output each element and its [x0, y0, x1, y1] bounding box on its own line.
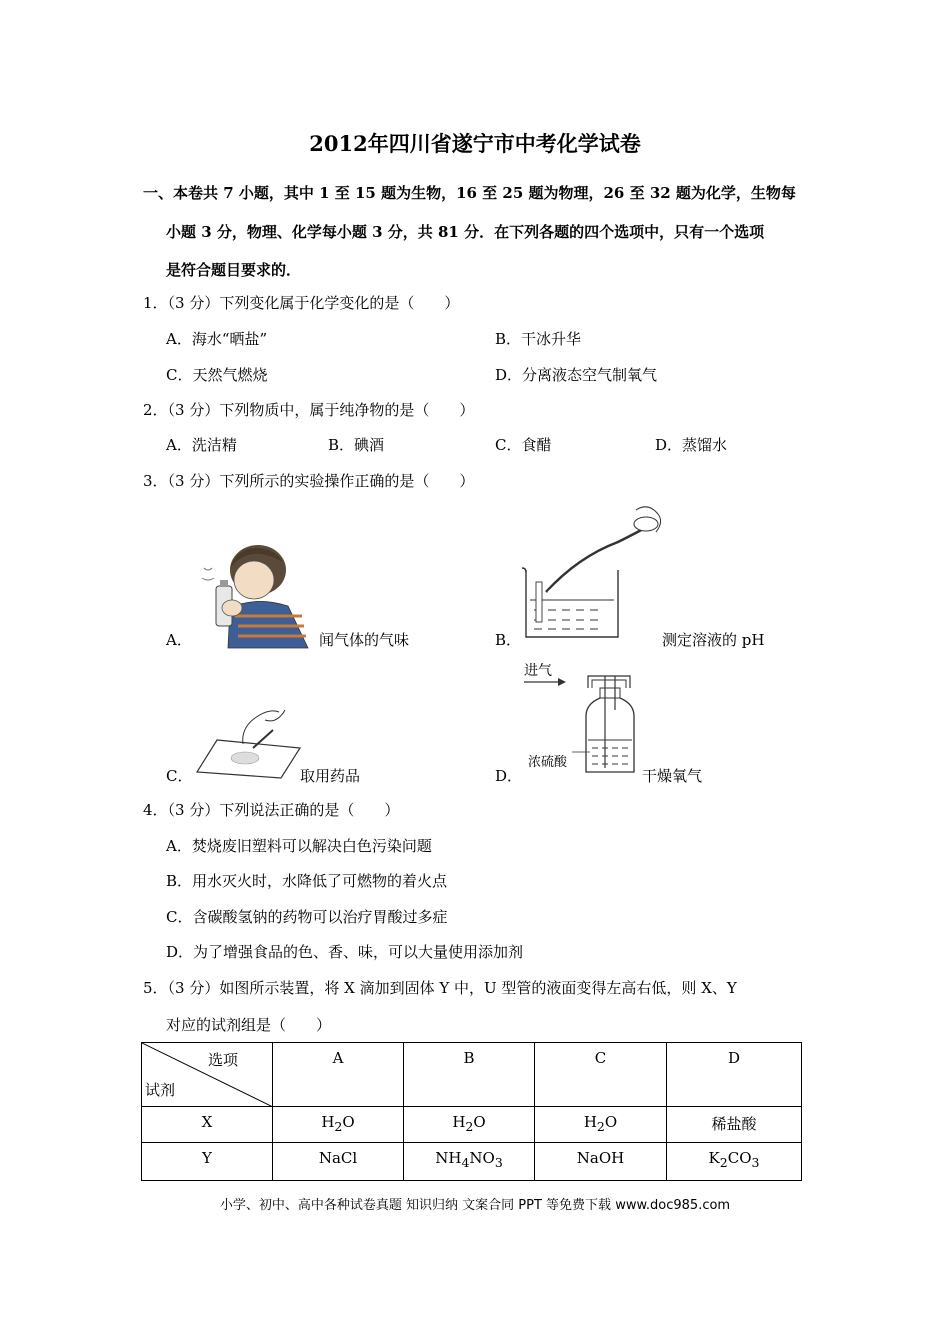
table-cell-x-b: $H_2O$ — [404, 1107, 535, 1143]
dry-oxygen-figure — [520, 670, 645, 780]
question-3-option-a-letter: A． — [166, 631, 192, 649]
table-cell-x-a: $H_2O$ — [273, 1107, 404, 1143]
question-4-option-b: B．用水灭火时，水降低了可燃物的着火点 — [166, 872, 448, 890]
question-1-option-a: A．海水“晒盐” — [166, 330, 268, 348]
section-instruction-line2: 小题 3 分，物理、化学每小题 3 分，共 81 分．在下列各题的四个选项中，只有一个选项 — [166, 223, 765, 241]
question-4-option-d: D．为了增强食品的色、香、味，可以大量使用添加剂 — [166, 943, 524, 961]
question-3-option-b-letter: B． — [495, 631, 522, 649]
question-3-option-c-caption: 取用药品 — [300, 767, 361, 785]
smell-gas-figure — [190, 538, 315, 653]
question-1-option-d: D．分离液态空气制氧气 — [495, 366, 658, 384]
table-header-d: D — [667, 1043, 802, 1107]
table-cell-x-c: $H_2O$ — [535, 1107, 667, 1143]
question-5-stem-line2: 对应的试剂组是（ ） — [166, 1016, 332, 1034]
question-2-option-c: C．食醋 — [495, 436, 552, 454]
question-4-option-a: A．焚烧废旧塑料可以解决白色污染问题 — [166, 837, 432, 855]
table-row-x-label: X — [142, 1107, 273, 1143]
table-corner-bottom: 试剂 — [145, 1081, 176, 1099]
table-row-y-label: Y — [142, 1143, 273, 1181]
table-corner-top: 选项 — [208, 1051, 239, 1069]
section-instruction-line3: 是符合题目要求的． — [166, 261, 302, 279]
question-3-option-a-caption: 闻气体的气味 — [319, 631, 410, 649]
question-3-option-c-letter: C． — [166, 767, 193, 785]
page-footer: 小学、初中、高中各种试卷真题 知识归纳 文案合同 PPT 等免费下载 www.doc985.com — [219, 1198, 731, 1213]
question-1-option-b: B．干冰升华 — [495, 330, 582, 348]
question-3-option-d-caption: 干燥氧气 — [642, 767, 703, 785]
question-3-option-b-caption: 测定溶液的 pH — [662, 631, 765, 649]
question-2-option-a: A．洗洁精 — [166, 436, 237, 454]
question-3-stem: 3．（3 分）下列所示的实验操作正确的是（ ） — [143, 472, 475, 490]
question-4-stem: 4．（3 分）下列说法正确的是（ ） — [143, 801, 400, 819]
figure-label-gas-in: 进气 — [524, 663, 552, 679]
question-4-option-c: C．含碳酸氢钠的药物可以治疗胃酸过多症 — [166, 908, 448, 926]
table-cell-y-b: $NH_4NO_3$ — [404, 1143, 535, 1181]
ph-test-figure — [518, 502, 668, 642]
question-2-option-b: B．碘酒 — [328, 436, 385, 454]
question-1-option-c: C．天然气燃烧 — [166, 366, 268, 384]
table-cell-y-d: $K_2CO_3$ — [667, 1143, 802, 1181]
table-cell-x-d: 稀盐酸 — [667, 1107, 802, 1143]
table-header-b: B — [404, 1043, 535, 1107]
page-title: 2012年四川省遂宁市中考化学试卷 — [309, 131, 641, 156]
question-2-stem: 2．（3 分）下列物质中，属于纯净物的是（ ） — [143, 401, 475, 419]
reagent-table — [141, 1042, 802, 1181]
table-header-a: A — [273, 1043, 404, 1107]
question-5-stem-line1: 5．（3 分）如图所示装置，将 X 滴加到固体 Y 中，U 型管的液面变得左高右低，则 X、Y — [143, 979, 737, 997]
question-1-stem: 1．（3 分）下列变化属于化学变化的是（ ） — [143, 294, 460, 312]
section-instruction-line1: 一、本卷共 7 小题，其中 1 至 15 题为生物，16 至 25 题为物理，26 至 32 题为化学，生物每 — [143, 184, 796, 202]
table-row-y — [142, 1143, 802, 1181]
question-3-option-d-letter: D． — [495, 767, 523, 785]
table-corner-cell — [142, 1043, 273, 1107]
take-reagent-figure — [195, 700, 305, 782]
table-cell-y-c: NaOH — [535, 1143, 667, 1181]
table-cell-y-a: NaCl — [273, 1143, 404, 1181]
table-row-x — [142, 1107, 802, 1143]
figure-label-sulfuric-acid: 浓硫酸 — [528, 755, 568, 770]
table-header-c: C — [535, 1043, 667, 1107]
question-2-option-d: D．蒸馏水 — [655, 436, 728, 454]
